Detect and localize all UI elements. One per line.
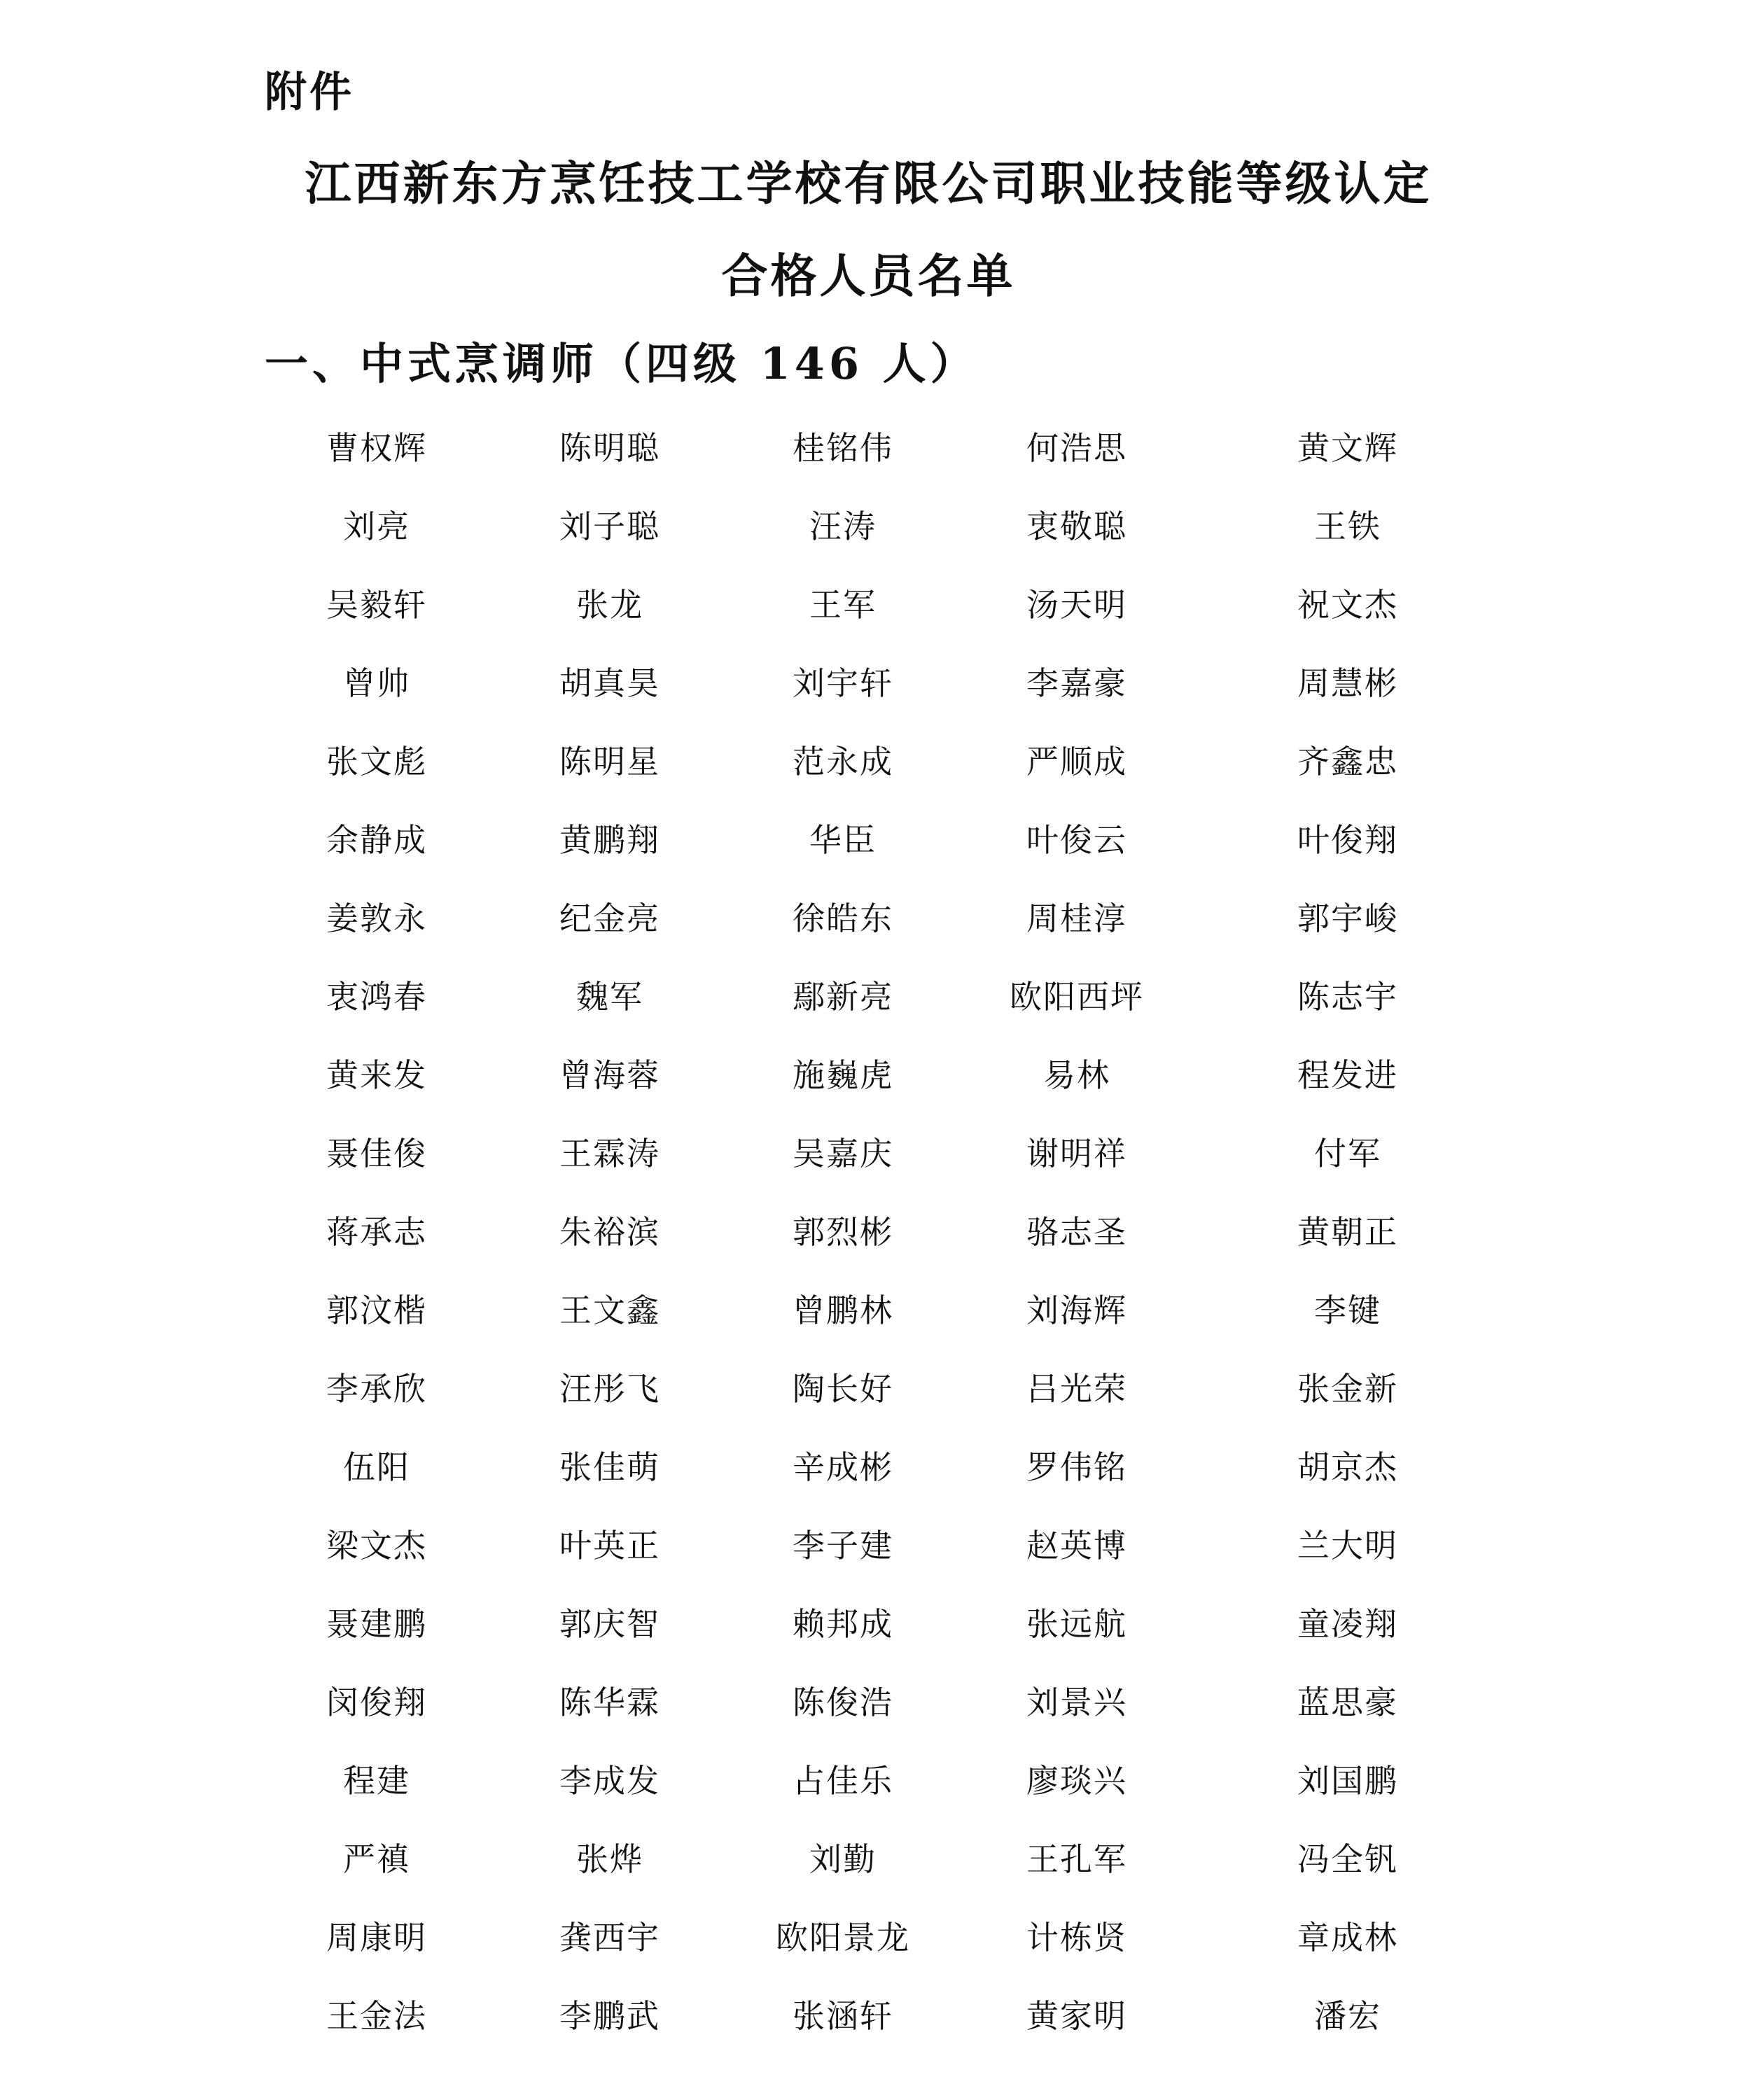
- name-cell: 郭烈彬: [793, 1213, 893, 1251]
- name-row: [0, 1439, 1737, 1518]
- name-cell: 衷鸿春: [326, 978, 427, 1016]
- name-cell: 叶俊翔: [1297, 821, 1398, 859]
- name-cell: 欧阳景龙: [776, 1919, 910, 1956]
- name-cell: 李嘉豪: [1026, 664, 1127, 702]
- name-cell: 赖邦成: [793, 1605, 893, 1643]
- name-row: [0, 1361, 1737, 1439]
- name-cell: 王文鑫: [559, 1292, 660, 1329]
- name-cell: 王孔军: [1026, 1840, 1127, 1878]
- name-cell: 严禛: [343, 1840, 410, 1878]
- name-row: [0, 812, 1737, 890]
- name-cell: 付军: [1314, 1135, 1381, 1172]
- name-cell: 陶长好: [793, 1370, 893, 1408]
- name-cell: 黄来发: [326, 1056, 427, 1094]
- document-title-line-2: 合格人员名单: [721, 249, 1016, 303]
- name-cell: 叶俊云: [1026, 821, 1127, 859]
- name-cell: 胡京杰: [1297, 1448, 1398, 1486]
- name-row: [0, 1988, 1737, 2066]
- name-cell: 王铁: [1314, 507, 1381, 545]
- name-row: [0, 1282, 1737, 1361]
- name-cell: 陈华霖: [559, 1684, 660, 1721]
- name-cell: 吴嘉庆: [793, 1135, 893, 1172]
- name-cell: 黄家明: [1026, 1997, 1127, 2035]
- name-cell: 王金法: [326, 1997, 427, 2035]
- name-cell: 赵英博: [1026, 1527, 1127, 1564]
- name-cell: 华臣: [809, 821, 877, 859]
- name-cell: 黄鹏翔: [559, 821, 660, 859]
- name-cell: 梁文杰: [326, 1527, 427, 1564]
- name-cell: 聂建鹏: [326, 1605, 427, 1643]
- names-grid: [0, 420, 1737, 2066]
- name-row: [0, 1674, 1737, 1753]
- document-title-line-1: 江西新东方烹饪技工学校有限公司职业技能等级认定: [305, 157, 1432, 211]
- name-row: [0, 1204, 1737, 1282]
- name-cell: 王霖涛: [559, 1135, 660, 1172]
- name-cell: 蒋承志: [326, 1213, 427, 1251]
- name-cell: 骆志圣: [1026, 1213, 1127, 1251]
- name-row: [0, 890, 1737, 969]
- name-cell: 计栋贤: [1026, 1919, 1127, 1956]
- name-cell: 蓝思豪: [1297, 1684, 1398, 1721]
- name-cell: 曾帅: [343, 664, 410, 702]
- name-cell: 吴毅轩: [326, 586, 427, 624]
- name-cell: 魏军: [576, 978, 643, 1016]
- name-cell: 刘宇轩: [793, 664, 893, 702]
- name-cell: 易林: [1043, 1056, 1110, 1094]
- name-cell: 闵俊翔: [326, 1684, 427, 1721]
- name-cell: 冯全钒: [1297, 1840, 1398, 1878]
- name-cell: 张佳萌: [559, 1448, 660, 1486]
- name-cell: 张烨: [576, 1840, 643, 1878]
- name-cell: 占佳乐: [793, 1762, 893, 1800]
- name-cell: 兰大明: [1297, 1527, 1398, 1564]
- name-cell: 黄朝正: [1297, 1213, 1398, 1251]
- name-cell: 余静成: [326, 821, 427, 859]
- name-cell: 廖琰兴: [1026, 1762, 1127, 1800]
- name-cell: 刘亮: [343, 507, 410, 545]
- name-cell: 辛成彬: [793, 1448, 893, 1486]
- name-cell: 李子建: [793, 1527, 893, 1564]
- name-cell: 刘景兴: [1026, 1684, 1127, 1721]
- name-cell: 王军: [809, 586, 877, 624]
- name-cell: 谢明祥: [1026, 1135, 1127, 1172]
- name-cell: 周慧彬: [1297, 664, 1398, 702]
- name-cell: 张远航: [1026, 1605, 1127, 1643]
- name-cell: 衷敬聪: [1026, 507, 1127, 545]
- name-cell: 周桂淳: [1026, 899, 1127, 937]
- name-cell: 陈明聪: [559, 429, 660, 467]
- name-cell: 陈明星: [559, 743, 660, 780]
- name-cell: 刘海辉: [1026, 1292, 1127, 1329]
- name-cell: 吕光荣: [1026, 1370, 1127, 1408]
- name-cell: 童凌翔: [1297, 1605, 1398, 1643]
- name-cell: 伍阳: [343, 1448, 410, 1486]
- name-cell: 龚西宇: [559, 1919, 660, 1956]
- name-cell: 郭庆智: [559, 1605, 660, 1643]
- name-cell: 胡真昊: [559, 664, 660, 702]
- name-cell: 李成发: [559, 1762, 660, 1800]
- name-cell: 鄢新亮: [793, 978, 893, 1016]
- name-cell: 施巍虎: [793, 1056, 893, 1094]
- name-cell: 汪彤飞: [559, 1370, 660, 1408]
- name-cell: 聂佳俊: [326, 1135, 427, 1172]
- name-row: [0, 1831, 1737, 1910]
- name-row: [0, 655, 1737, 734]
- name-cell: 周康明: [326, 1919, 427, 1956]
- name-cell: 严顺成: [1026, 743, 1127, 780]
- name-row: [0, 734, 1737, 812]
- name-cell: 郭汶楷: [326, 1292, 427, 1329]
- name-row: [0, 969, 1737, 1047]
- name-cell: 齐鑫忠: [1297, 743, 1398, 780]
- name-cell: 汪涛: [809, 507, 877, 545]
- name-row: [0, 577, 1737, 655]
- name-cell: 张涵轩: [793, 1997, 893, 2035]
- name-cell: 李承欣: [326, 1370, 427, 1408]
- name-row: [0, 1596, 1737, 1674]
- section-heading: 一、中式烹调师（四级 146 人）: [265, 338, 978, 389]
- name-cell: 郭宇峻: [1297, 899, 1398, 937]
- name-cell: 黄文辉: [1297, 429, 1398, 467]
- attachment-label: 附件: [265, 68, 354, 117]
- name-cell: 曹权辉: [326, 429, 427, 467]
- name-cell: 徐皓东: [793, 899, 893, 937]
- name-cell: 姜敦永: [326, 899, 427, 937]
- name-cell: 汤天明: [1026, 586, 1127, 624]
- name-cell: 程建: [343, 1762, 410, 1800]
- name-cell: 潘宏: [1314, 1997, 1381, 2035]
- name-cell: 陈志宇: [1297, 978, 1398, 1016]
- name-row: [0, 1753, 1737, 1831]
- name-cell: 张龙: [576, 586, 643, 624]
- name-cell: 桂铭伟: [793, 429, 893, 467]
- name-cell: 罗伟铭: [1026, 1448, 1127, 1486]
- name-cell: 欧阳西坪: [1010, 978, 1144, 1016]
- name-row: [0, 498, 1737, 577]
- name-row: [0, 420, 1737, 498]
- name-cell: 张金新: [1297, 1370, 1398, 1408]
- name-cell: 章成林: [1297, 1919, 1398, 1956]
- name-cell: 张文彪: [326, 743, 427, 780]
- name-cell: 范永成: [793, 743, 893, 780]
- name-row: [0, 1126, 1737, 1204]
- name-cell: 陈俊浩: [793, 1684, 893, 1721]
- name-cell: 李鹏武: [559, 1997, 660, 2035]
- name-cell: 程发进: [1297, 1056, 1398, 1094]
- name-cell: 刘子聪: [559, 507, 660, 545]
- name-cell: 纪金亮: [559, 899, 660, 937]
- name-cell: 朱裕滨: [559, 1213, 660, 1251]
- name-cell: 叶英正: [559, 1527, 660, 1564]
- name-cell: 李键: [1314, 1292, 1381, 1329]
- name-cell: 祝文杰: [1297, 586, 1398, 624]
- name-cell: 何浩思: [1026, 429, 1127, 467]
- name-row: [0, 1910, 1737, 1988]
- name-row: [0, 1047, 1737, 1126]
- name-cell: 曾鹏林: [793, 1292, 893, 1329]
- name-cell: 刘勤: [809, 1840, 877, 1878]
- name-row: [0, 1518, 1737, 1596]
- name-cell: 刘国鹏: [1297, 1762, 1398, 1800]
- name-cell: 曾海蓉: [559, 1056, 660, 1094]
